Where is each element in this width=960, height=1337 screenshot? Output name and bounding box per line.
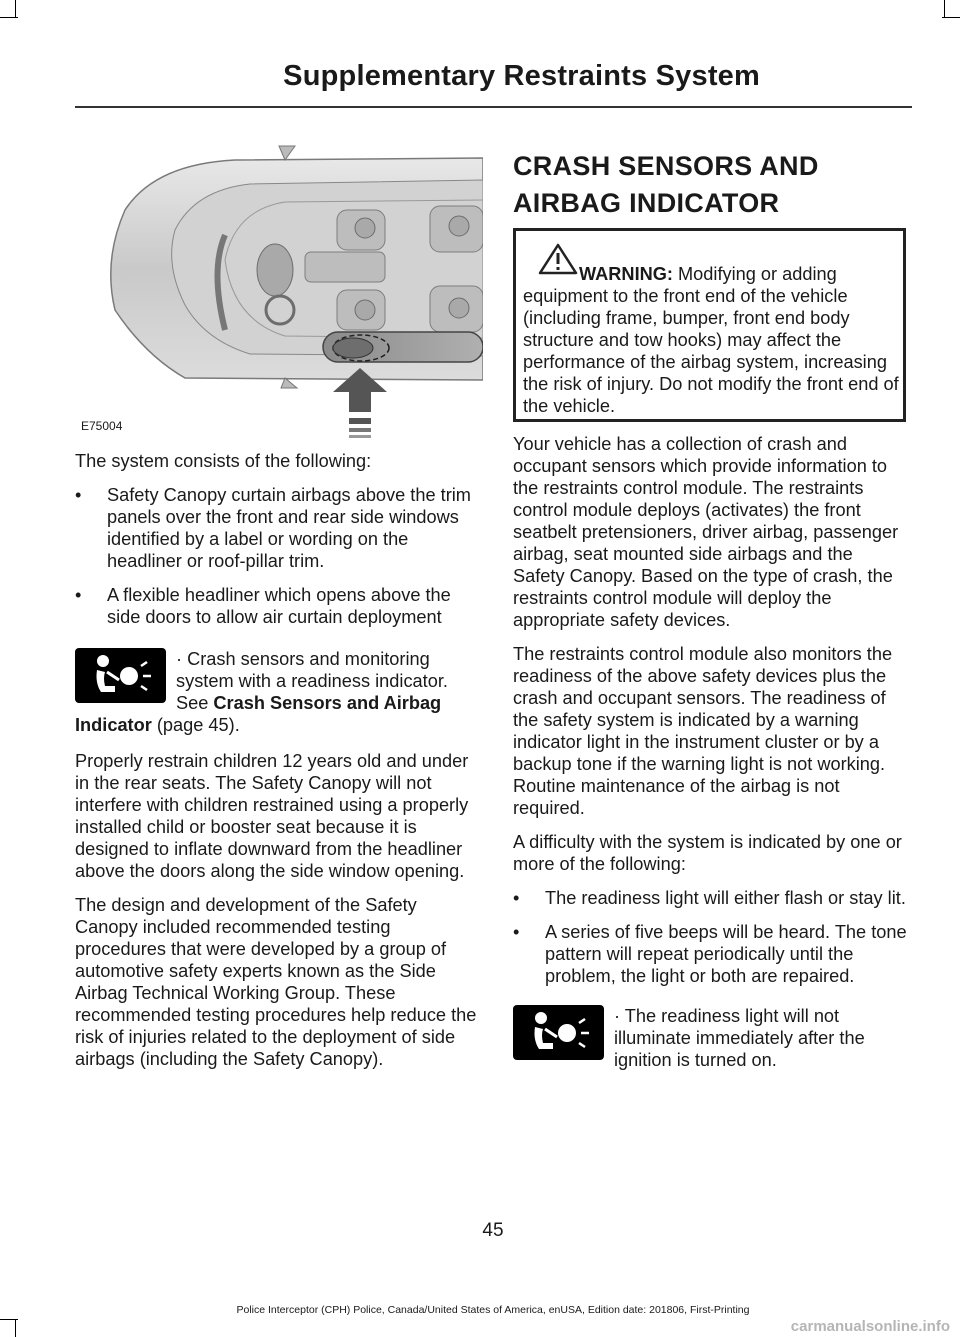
watermark: carmanualsonline.info: [790, 1318, 950, 1335]
bullet-text: The readiness light will either flash or stay lit.: [545, 888, 906, 908]
list-item: [75, 484, 483, 572]
crop-mark: [942, 17, 960, 18]
figure-id: E75004: [81, 419, 123, 433]
crop-mark: [15, 1319, 16, 1337]
list-item: [513, 887, 908, 909]
icon-paragraph: [75, 648, 483, 736]
page-reference: (page 45).: [151, 715, 240, 735]
bullet-marker: •: [513, 922, 520, 942]
left-column: [75, 450, 483, 1082]
page-header-title: Supplementary Restraints System: [283, 60, 760, 92]
paragraph: A difficulty with the system is indicated by one or more of the following:: [513, 832, 902, 874]
page-number: 45: [482, 1220, 504, 1241]
airbag-warning-icon: [513, 1005, 604, 1060]
paragraph: Properly restrain children 12 years old and under in the rear seats. The Safety Canopy will not interfere with children restrained using a properly installed child or booster seat because it is designed to inflate downward from the headliner above the doors along the side window opening.: [75, 751, 469, 881]
direction-arrow-icon: [333, 368, 387, 440]
icon-paragraph-text: · Crash sensors and monitoring system with a readiness indicator. See: [176, 649, 448, 713]
airbag-warning-icon: [75, 648, 166, 703]
paragraph: The design and development of the Safety Canopy included recommended testing procedures that were developed by a group of automotive safety experts known as the Side Airbag Technical Working Group. These recommended testing procedures help reduce the risk of injuries related to the deployment of side airbags (including the Safety Canopy).: [75, 895, 477, 1069]
edition-info: Police Interceptor (CPH) Police, Canada/United States of America, enUSA, Edition date: 201806, First-Printing: [236, 1304, 750, 1316]
bullet-text: Safety Canopy curtain airbags above the trim panels over the front and rear side windows identified by a label or wording on the headliner or roof-pillar trim.: [107, 485, 471, 571]
bullet-marker: •: [75, 485, 82, 505]
right-column: [513, 433, 908, 1071]
paragraph: The restraints control module also monitors the readiness of the above safety devices plus the crash and occupant sensors. The readiness of the safety system is indicated by a warning indicator light in the instrument cluster or by a backup tone if the warning light is not working. Routine maintenance of the airbag is not required.: [513, 644, 893, 818]
vehicle-top-view-drawing: [75, 140, 483, 440]
paragraph: Your vehicle has a collection of crash and occupant sensors which provide information to the restraints control module. The restraints control module deploys (activates) the front seatbelt pretensioners, driver airbag, passenger airbag, seat mounted side airbags and the Safety Canopy. Based on the type of crash, the restraints control module will deploy the appropriate safety devices.: [513, 434, 899, 630]
icon-paragraph-text: · The readiness light will not illuminate immediately after the ignition is turned on.: [614, 1006, 865, 1070]
bullet-marker: •: [513, 888, 520, 908]
header-divider: [75, 106, 912, 108]
crop-mark: [0, 17, 18, 18]
cross-reference-link[interactable]: Crash Sensors and Airbag Indicator: [75, 693, 442, 735]
crop-mark: [944, 0, 945, 18]
bullet-text: A flexible headliner which opens above the side doors to allow air curtain deployment: [107, 585, 451, 627]
warning-body: Modifying or adding equipment to the front end of the vehicle (including frame, bumper, front end body structure and tow hooks) may affect the performance of the airbag system, increasing the risk of injury. Do not modify the front end of the vehicle.: [523, 264, 899, 416]
vehicle-airbag-illustration: [75, 140, 483, 440]
warning-label: WARNING:: [579, 264, 673, 284]
bullet-marker: •: [75, 585, 82, 605]
crop-mark: [0, 1319, 18, 1320]
warning-text: [523, 263, 901, 417]
crop-mark: [15, 0, 16, 18]
section-heading: CRASH SENSORS AND AIRBAG INDICATOR: [513, 151, 819, 218]
list-item: [513, 921, 908, 987]
bullet-text: A series of five beeps will be heard. The tone pattern will repeat periodically until the problem, the light or both are repaired.: [545, 922, 907, 986]
intro-text: The system consists of the following:: [75, 451, 372, 471]
list-item: [75, 584, 483, 628]
warning-box: [513, 228, 906, 422]
icon-paragraph: [513, 1005, 908, 1071]
